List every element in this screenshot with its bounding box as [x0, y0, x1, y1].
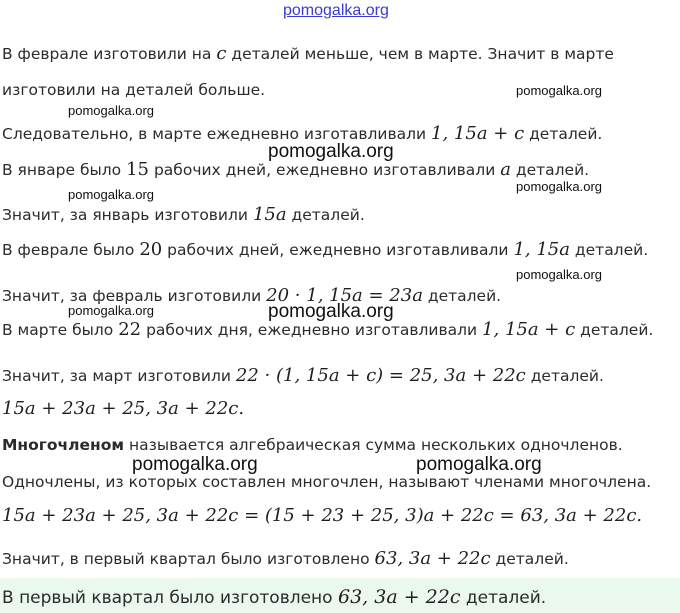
text-segment: деталей.	[465, 588, 547, 608]
math-number: 22	[118, 319, 142, 340]
text-line-6	[2, 240, 648, 260]
text-segment: рабочих дней, ежедневно изготавливали	[153, 161, 496, 179]
text-line-5	[2, 205, 365, 225]
watermark: pomogalka.org	[516, 267, 602, 282]
text-line-1	[2, 44, 614, 64]
math-expression: 1, 15a + c	[482, 319, 576, 340]
text-segment: Значит, за февраль изготовили	[2, 287, 262, 305]
watermark: pomogalka.org	[516, 83, 602, 98]
text-segment: деталей.	[515, 161, 590, 179]
text-segment: изготовили на деталей больше.	[2, 81, 266, 99]
watermark: pomogalka.org	[132, 454, 258, 475]
formula-sum: 15a + 23a + 25, 3a + 22c.	[2, 398, 245, 419]
math-expression: 1, 15a + c	[431, 123, 525, 144]
text-segment: деталей.	[580, 321, 654, 339]
text-segment: В феврале было	[2, 241, 135, 259]
text-segment: Значит, в первый квартал было изготовлено	[2, 550, 370, 568]
watermark: pomogalka.org	[416, 454, 542, 475]
text-segment: В первый квартал было изготовлено	[2, 588, 333, 608]
math-variable: a	[500, 159, 511, 180]
text-segment: называется алгебраическая сумма нескольких одночленов.	[129, 436, 623, 454]
text-segment: деталей.	[574, 241, 649, 259]
text-segment: В январе было	[2, 161, 122, 179]
text-line-definition	[2, 435, 623, 455]
text-segment: деталей.	[529, 125, 603, 143]
formula-simplification: 15a + 23a + 25, 3a + 22c = (15 + 23 + 25, 3)a + 22c = 63, 3a + 22c.	[2, 505, 643, 526]
math-expression: 63, 3a + 22c	[374, 548, 491, 569]
math-variable: c	[216, 43, 227, 64]
text-line-14	[2, 549, 569, 569]
math-expression: 15a	[252, 204, 287, 225]
math-expression: 20 · 1, 15a = 23a	[266, 285, 423, 306]
text-segment: деталей.	[530, 367, 604, 385]
answer-line	[2, 587, 546, 608]
math-number: 20	[139, 239, 163, 260]
text-segment: рабочих дней, ежедневно изготавливали	[167, 241, 509, 259]
watermark-top-link: pomogalka.org	[283, 2, 389, 19]
text-segment: Значит, за март изготовили	[2, 367, 231, 385]
text-segment: Следовательно, в марте ежедневно изготавливали	[2, 125, 427, 143]
text-line-8	[2, 320, 653, 340]
watermark: pomogalka.org	[68, 303, 154, 318]
text-segment: деталей.	[495, 550, 569, 568]
text-segment: В феврале изготовили на	[2, 45, 212, 63]
text-segment: деталей.	[427, 287, 502, 305]
text-segment: деталей меньше, чем в марте. Значит в марте	[231, 45, 614, 63]
text-segment: рабочих дня, ежедневно изготавливали	[146, 321, 478, 339]
text-line-12	[2, 472, 651, 492]
math-expression: 22 · (1, 15a + c) = 25, 3a + 22c	[235, 365, 526, 386]
watermark: pomogalka.org	[268, 141, 394, 162]
watermark: pomogalka.org	[68, 187, 154, 202]
math-expression: 63, 3a + 22c	[337, 586, 461, 608]
watermark: pomogalka.org	[268, 301, 394, 322]
math-expression: 1, 15a	[513, 239, 570, 260]
text-segment: Одночлены, из которых составлен многочлен, называют членами многочлена.	[2, 473, 652, 491]
text-segment: В марте было	[2, 321, 114, 339]
math-number: 15	[126, 159, 149, 180]
text-line-2	[2, 80, 265, 100]
watermark: pomogalka.org	[516, 179, 602, 194]
term-bold: Многочленом	[2, 436, 125, 454]
text-segment: Значит, за январь изготовили	[2, 206, 248, 224]
watermark: pomogalka.org	[68, 103, 154, 118]
text-segment: деталей.	[291, 206, 365, 224]
text-line-9	[2, 366, 604, 386]
text-line-4	[2, 160, 589, 180]
